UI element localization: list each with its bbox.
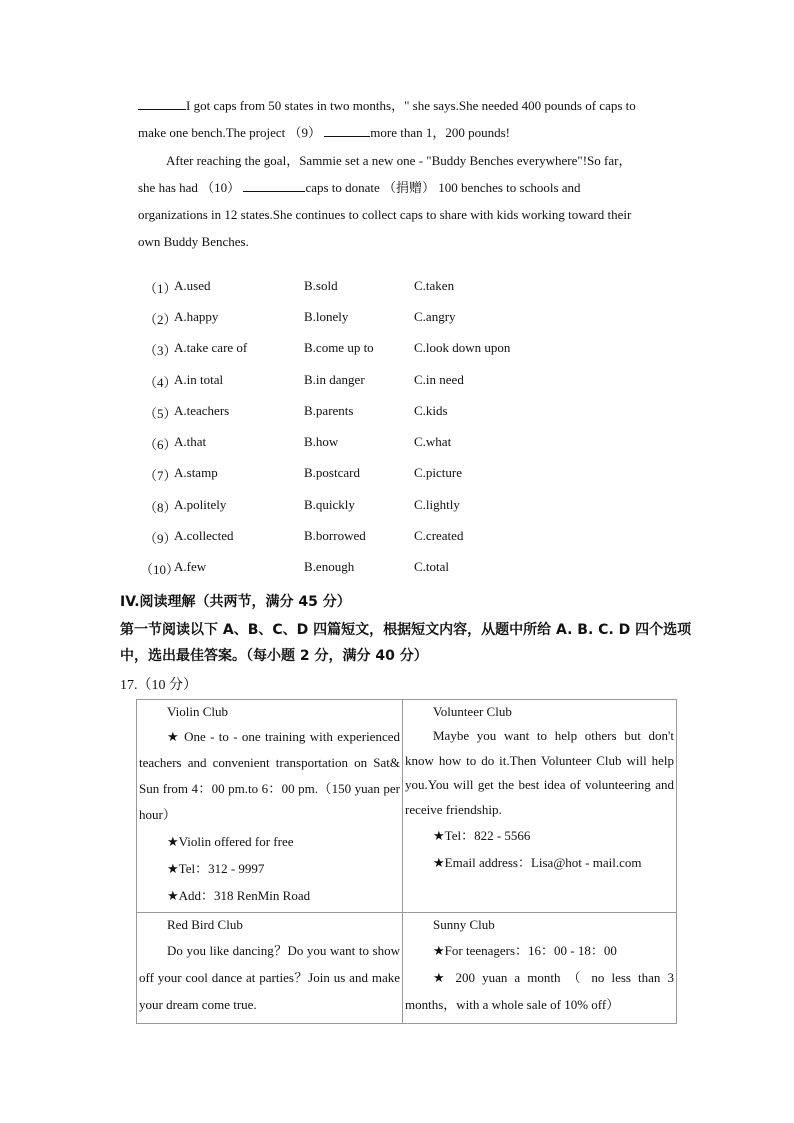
club-title: Violin Club	[167, 704, 228, 719]
club-tel: ★Tel：312 - 9997	[167, 861, 265, 876]
passage-line-4: she has had （10） caps to donate （捐赠） 100 benches to schools and	[138, 180, 581, 195]
table-row	[137, 913, 677, 1024]
club-address: ★Add：318 RenMin Road	[167, 888, 311, 903]
passage-line-5: organizations in 12 states.She continues to collect caps to share with kids working toward their	[138, 207, 632, 222]
section-title: IV.阅读理解（共两节，满分 45 分）	[120, 594, 351, 610]
answer-blank-8	[138, 97, 186, 110]
club-description: Maybe you want to help others but don't know how to do it.Then Volunteer Club will help you.You will get the best idea of volunteering and receive friendship.	[405, 728, 674, 817]
passage-paragraph-2	[138, 147, 674, 255]
option-row: （7） A.stamp B.postcard C.picture	[144, 465, 463, 483]
option-row: （6） A.that B.how C.what	[144, 434, 452, 452]
option-row: （9） A.collected B.borrowed C.created	[144, 528, 464, 546]
section-instruction-line-1: 第一节阅读以下 A、B、C、D 四篇短文，根据短文内容，从题中所给 A. B. C. D 四个选项	[120, 622, 692, 638]
club-title: Red Bird Club	[167, 917, 243, 932]
option-row: （2） A.happy B.lonely C.angry	[144, 309, 456, 327]
club-email: ★Email address：Lisa@hot - mail.com	[433, 855, 642, 870]
passage-paragraph-1	[138, 92, 674, 146]
option-row: （3） A.take care of B.come up to C.look down upon	[144, 340, 511, 358]
passage-line-1: I got caps from 50 states in two months，" she says.She needed 400 pounds of caps to	[138, 92, 674, 119]
club-tel: ★Tel：822 - 5566	[433, 828, 531, 843]
club-price: ★ 200 yuan a month （ no less than 3 months，with a whole sale of 10% off）	[405, 970, 674, 1012]
club-title: Volunteer Club	[433, 704, 512, 719]
clubs-table	[136, 699, 677, 1024]
option-row: （8） A.politely B.quickly C.lightly	[144, 497, 460, 515]
club-time: ★For teenagers：16：00 - 18：00	[433, 943, 617, 958]
club-description: ★ One - to - one training with experienced teachers and convenient transportation on Sat& Sun from 4：00 pm.to 6：00 pm.（150 yuan per hour）	[139, 729, 400, 822]
question-number: 17.（10 分）	[120, 678, 197, 693]
passage-line-3: After reaching the goal，Sammie set a new one - "Buddy Benches everywhere"!So far，	[166, 153, 632, 168]
passage-line-6: own Buddy Benches.	[138, 234, 249, 249]
option-row: （5） A.teachers B.parents C.kids	[144, 403, 448, 421]
passage-line-2: make one bench.The project （9） more than 1，200 pounds!	[138, 125, 511, 140]
answer-blank-10	[243, 179, 305, 192]
option-row: （10） A.few B.enough C.total	[140, 559, 450, 577]
red-bird-club-cell	[137, 913, 403, 1024]
table-row	[137, 700, 677, 913]
section-instruction-line-2: 中，选出最佳答案。（每小题 2 分，满分 40 分）	[120, 648, 428, 664]
club-offer: ★Violin offered for free	[167, 834, 294, 849]
answer-blank-9	[324, 124, 370, 137]
club-description: Do you like dancing？Do you want to show off your cool dance at parties？Join us and make your dream come true.	[139, 943, 400, 1012]
volunteer-club-cell	[403, 700, 677, 913]
club-title: Sunny Club	[433, 917, 495, 932]
violin-club-cell	[137, 700, 403, 913]
option-row: （4） A.in total B.in danger C.in need	[144, 372, 464, 390]
sunny-club-cell	[403, 913, 677, 1024]
option-row: （1） A.used B.sold C.taken	[144, 278, 455, 296]
